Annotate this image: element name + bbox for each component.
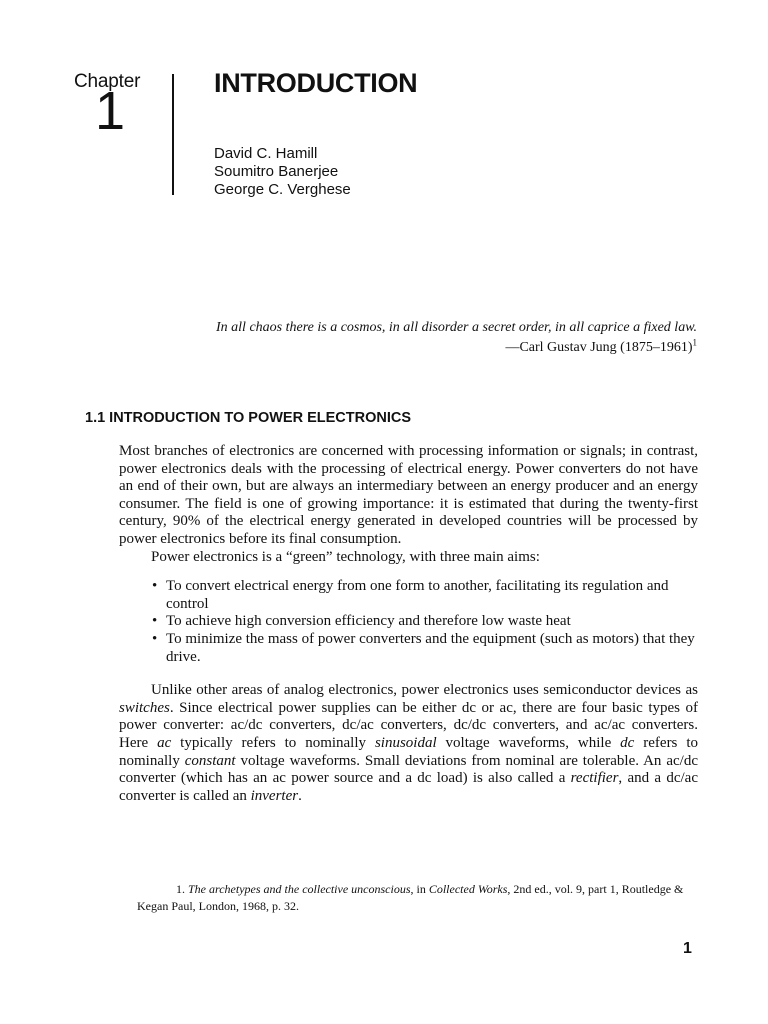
footnote-number: 1. xyxy=(176,882,185,896)
text-run: voltage waveforms. Small deviations from nominal are tolerable. An ac/dc converter (which has an ac power source and a dc load) is also called a xyxy=(119,752,698,787)
chapter-divider xyxy=(172,74,174,195)
emphasis-text: rectifier xyxy=(570,770,619,787)
text-run: voltage waveforms, while xyxy=(436,734,621,751)
text-run: , 2nd ed., vol. 9, part 1, Routledge & Kegan Paul, London, 1968, p. 32. xyxy=(137,882,684,913)
emphasis-text: inverter xyxy=(250,787,299,804)
author-name: George C. Verghese xyxy=(214,181,351,198)
author-name: David C. Hamill xyxy=(214,145,318,162)
author-name: Soumitro Banerjee xyxy=(214,163,339,180)
text-run: refers to nominally xyxy=(119,734,698,769)
text-run: . xyxy=(298,787,302,804)
footnote-work: Collected Works xyxy=(428,882,508,896)
footnote-title: The archetypes and the collective unconscious xyxy=(188,882,411,896)
body-paragraph: Power electronics is a “green” technology, with three main aims: xyxy=(151,548,540,565)
emphasis-text: switches xyxy=(119,699,170,716)
footnote-text xyxy=(137,881,697,915)
epigraph xyxy=(150,318,697,358)
text-run: Unlike other areas of analog electronics, power electronics uses semiconductor devices as xyxy=(151,682,698,699)
author-list xyxy=(214,145,351,199)
list-item-text: To convert electrical energy from one form to another, facilitating its regulation and control xyxy=(166,578,669,612)
footnote xyxy=(137,881,697,915)
text-run: , in xyxy=(410,882,429,896)
chapter-number: 1 xyxy=(95,81,126,141)
page-number: 1 xyxy=(683,940,692,957)
emphasis-text: constant xyxy=(184,752,236,769)
body-paragraph xyxy=(119,682,698,805)
epigraph-attribution xyxy=(150,338,697,358)
list-item xyxy=(119,578,698,613)
text-run: typically refers to nominally xyxy=(171,734,375,751)
epigraph-quote: In all chaos there is a cosmos, in all disorder a secret order, in all caprice a fixed law. xyxy=(216,320,697,335)
list-item xyxy=(119,631,698,666)
bullet-icon: • xyxy=(152,578,158,595)
body-paragraph: Most branches of electronics are concerned with processing information or signals; in contrast, power electronics deals with the processing of electrical energy. Power converters do not have an end of their own, but are always an intermediary between an energy producer and an energy consumer. The field is one of growing importance: it is estimated that during the twenty-first century, 90% of the electrical energy generated in developed countries will be processed by power electronics before its final consumption. xyxy=(119,443,698,547)
emphasis-text: dc xyxy=(620,734,635,751)
list-item-text: To minimize the mass of power converters and the equipment (such as motors) that they drive. xyxy=(166,630,695,665)
aims-list xyxy=(119,578,698,666)
epigraph-attribution-text: —Carl Gustav Jung (1875–1961) xyxy=(505,340,693,355)
emphasis-text: sinusoidal xyxy=(374,734,437,751)
section-heading: 1.1 INTRODUCTION TO POWER ELECTRONICS xyxy=(85,410,412,426)
bullet-icon: • xyxy=(152,613,158,630)
text-run: , and a dc/ac converter is called an xyxy=(119,770,698,804)
bullet-icon: • xyxy=(152,630,158,647)
emphasis-text: ac xyxy=(157,734,172,751)
chapter-title: INTRODUCTION xyxy=(214,68,418,98)
footnote-reference[interactable]: 1 xyxy=(692,337,697,348)
list-item-text: To achieve high conversion efficiency and therefore low waste heat xyxy=(166,613,571,630)
text-run: . Since electrical power supplies can be either dc or ac, there are four basic types of power converter: ac/dc converters, dc/ac converters, dc/dc converters, and ac/ac converters. Here xyxy=(119,699,698,751)
chapter-label: Chapter xyxy=(74,71,141,92)
list-item xyxy=(119,613,698,631)
section-body xyxy=(119,443,698,805)
